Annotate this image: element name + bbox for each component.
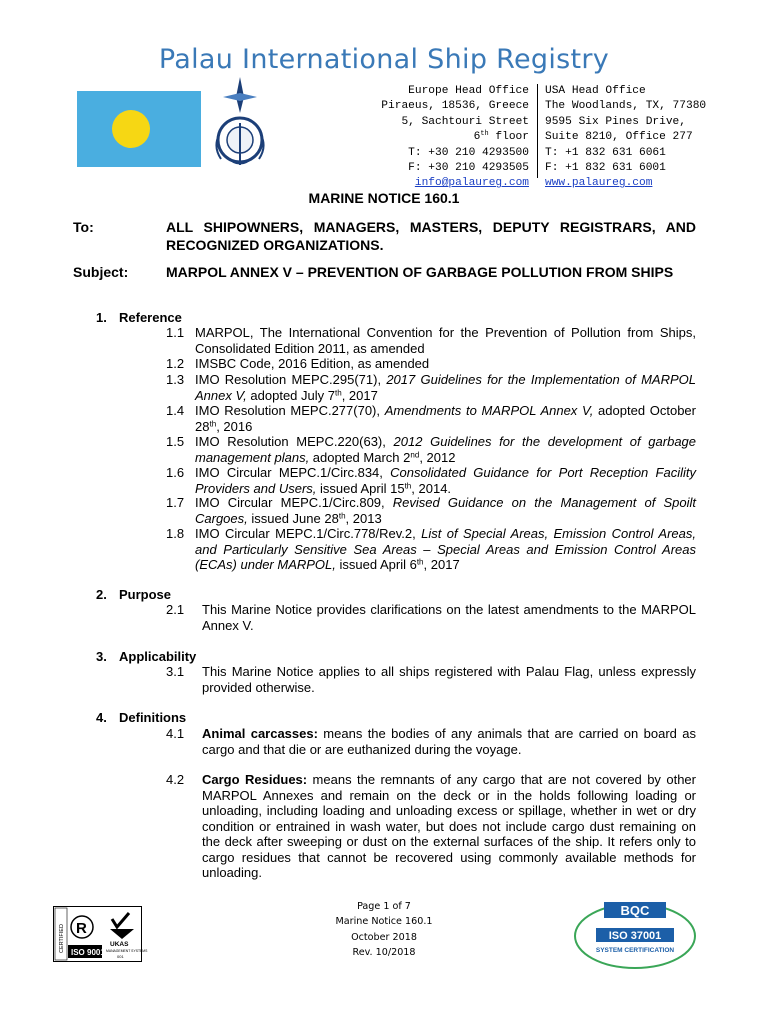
footer-revision: Rev. 10/2018 xyxy=(352,946,416,958)
europe-office-title: Europe Head Office xyxy=(408,85,529,97)
notice-title: MARINE NOTICE 160.1 xyxy=(308,190,460,206)
usa-office-street: 9595 Six Pines Drive, xyxy=(545,115,686,128)
to-text: ALL SHIPOWNERS, MANAGERS, MASTERS, DEPUTY REGISTRARS, AND RECOGNIZED ORGANIZATIONS. xyxy=(166,219,696,253)
usa-office-suite: Suite 8210, Office 277 xyxy=(545,131,693,144)
cert-left-mgmt-text: MANAGEMENT SYSTEMS xyxy=(106,949,148,953)
section-reference-heading: 1. Reference xyxy=(96,310,182,325)
usa-office-title: USA Head Office xyxy=(545,85,646,97)
europe-office-city: Piraeus, 18536, Greece xyxy=(381,100,529,113)
section-applicability-heading: 3. Applicability xyxy=(96,649,197,664)
europe-office-fax: F: +30 210 4293505 xyxy=(408,162,529,175)
usa-office-block xyxy=(545,84,706,192)
reference-item: 1.6 IMO Circular MEPC.1/Circ.834, Consolidated Guidance for Port Reception Facility Providers and Users, issued April 15th, 2014. xyxy=(166,465,697,496)
cert-left-ukas-text: UKAS xyxy=(110,941,129,948)
footer-date: October 2018 xyxy=(351,931,417,943)
cert-right-brand-text: BQC xyxy=(620,903,650,918)
reference-item: 1.8 IMO Circular MEPC.1/Circ.778/Rev.2, List of Special Areas, Emission Control Areas, and Particularly Sensitive Sea Areas – Special Areas and Emission Control Areas (ECAs) under MARPOL, issued April 6th, 2017 xyxy=(166,526,696,572)
europe-office-street: 5, Sachtouri Street xyxy=(401,115,529,128)
europe-office-phone: T: +30 210 4293500 xyxy=(408,146,529,159)
subject-label: Subject: xyxy=(73,264,129,280)
section-purpose-heading: 2. Purpose xyxy=(96,587,172,602)
cert-right-system-text: SYSTEM CERTIFICATION xyxy=(595,947,675,954)
reference-item: 1.2 IMSBC Code, 2016 Edition, as amended xyxy=(166,356,430,371)
definition-item: 4.1 Animal carcasses: means the bodies of any animals that are carried on board as cargo and that die or are euthanized during the voyage. xyxy=(166,726,696,757)
reference-item: 1.5 IMO Resolution MEPC.220(63), 2012 Guidelines for the development of garbage management plans, adopted March 2nd, 2012 xyxy=(166,434,697,465)
usa-office-website-link[interactable]: www.palaureg.com xyxy=(545,177,653,190)
svg-text:R: R xyxy=(76,920,87,937)
cert-right-iso-text: ISO 37001 xyxy=(608,930,662,942)
cert-left-iso-text: ISO 9001 xyxy=(71,948,105,957)
header-title: Palau International Ship Registry xyxy=(158,44,610,75)
applicability-item: 3.1 This Marine Notice applies to all ships registered with Palau Flag, unless expressly provided otherwise. xyxy=(166,664,696,695)
europe-office-email-link[interactable]: info@palaureg.com xyxy=(414,177,529,190)
reference-item: 1.1 MARPOL, The International Convention for the Prevention of Pollution from Ships, Consolidated Edition 2011, as amended xyxy=(166,325,696,356)
iso-37001-bqc-certification-logo-icon xyxy=(572,898,698,970)
usa-office-fax: F: +1 832 631 6001 xyxy=(545,162,666,175)
reference-item: 1.7 IMO Circular MEPC.1/Circ.809, Revised Guidance on the Management of Spoilt Cargoes, issued June 28th, 2013 xyxy=(166,495,696,526)
reference-item: 1.3 IMO Resolution MEPC.295(71), 2017 Guidelines for the Implementation of MARPOL Annex V, adopted July 7th, 2017 xyxy=(166,372,696,403)
registry-emblem-icon xyxy=(205,75,275,175)
europe-office-block xyxy=(340,84,529,192)
palau-flag-icon xyxy=(77,91,201,167)
definition-item: 4.2 Cargo Residues: means the remnants of any cargo that are not covered by other MARPOL Annexes and remain on the deck or in the holds following loading or unloading, including loading and unloading excess or spillage, whether in wet or dry condition or entrained in wash water, but does not include cargo dust remaining on the deck after sweeping or dust on the external surfaces of the ship. It refers only to cargo residues that cannot be recovered using commonly available methods for unloading. xyxy=(166,772,696,880)
usa-office-phone: T: +1 832 631 6061 xyxy=(545,146,666,159)
usa-office-city: The Woodlands, TX, 77380 xyxy=(545,100,707,113)
footer-notice: Marine Notice 160.1 xyxy=(335,916,433,928)
office-divider xyxy=(537,84,538,178)
subject-text: MARPOL ANNEX V – PREVENTION OF GARBAGE POLLUTION FROM SHIPS xyxy=(166,264,674,280)
purpose-item: 2.1 This Marine Notice provides clarifications on the latest amendments to the MARPOL Annex V. xyxy=(166,602,696,633)
section-definitions-heading: 4. Definitions xyxy=(96,710,187,725)
iso-9001-ukas-certification-logo-icon xyxy=(53,906,148,962)
reference-item: 1.4 IMO Resolution MEPC.277(70), Amendments to MARPOL Annex V, adopted October 28th, 2016 xyxy=(166,403,696,434)
europe-office-floor: 6th floor xyxy=(473,130,529,144)
cert-left-code-text: 001 xyxy=(117,954,124,959)
cert-left-certified-text: CERTIFIED xyxy=(59,924,65,953)
page-number: Page 1 of 7 xyxy=(357,901,411,912)
to-label: To: xyxy=(73,219,94,235)
